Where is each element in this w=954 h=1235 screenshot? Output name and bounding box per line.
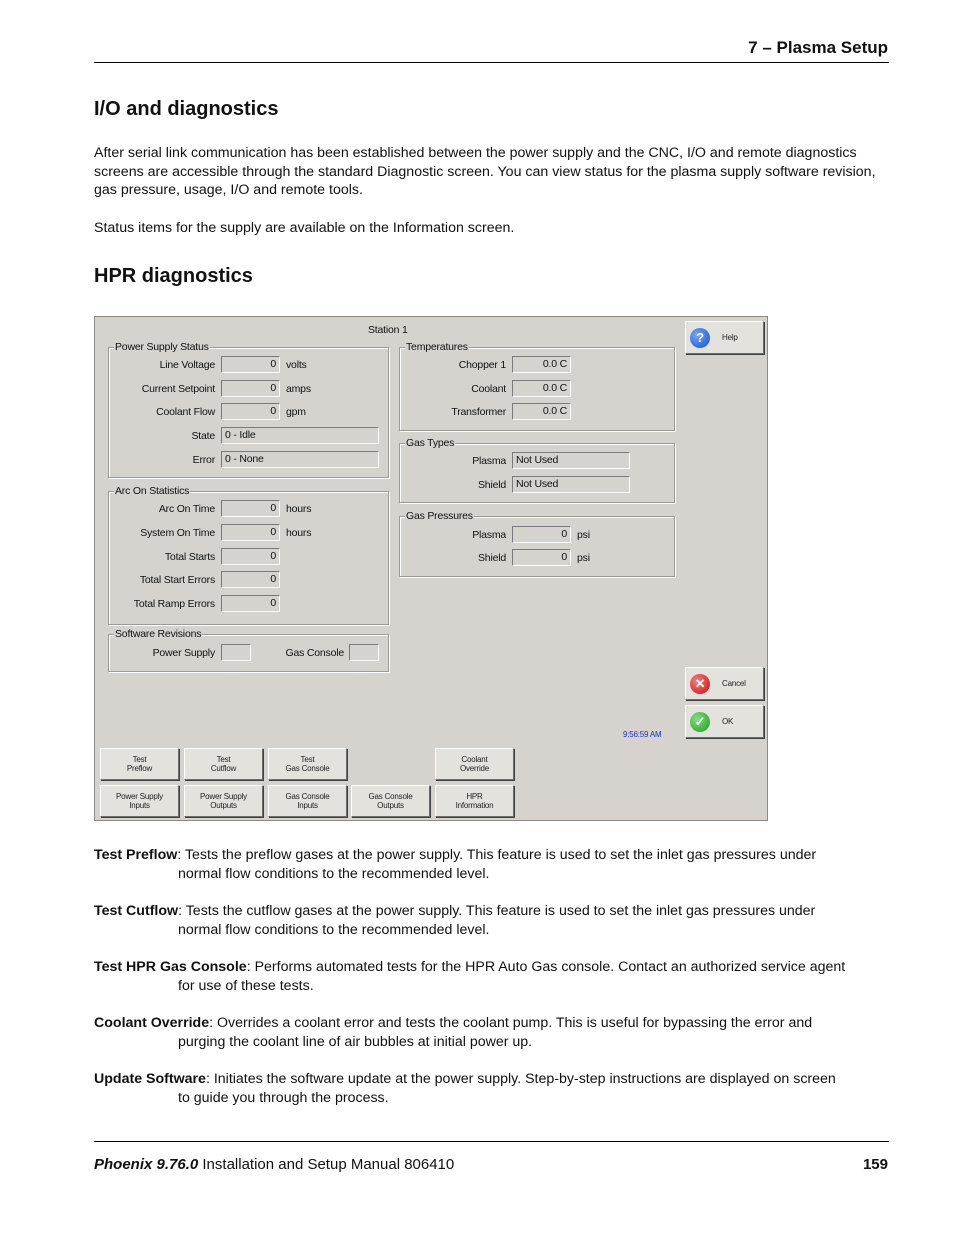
page-number: 159 <box>862 1156 888 1173</box>
btn-line: Inputs <box>129 801 150 810</box>
software-revisions-group <box>108 628 389 672</box>
btn-line: Test <box>216 755 231 764</box>
chopper-field: 0.0 C <box>512 356 571 373</box>
hpr-information-button[interactable] <box>435 785 514 817</box>
arc-on-time-unit: hours <box>286 503 312 515</box>
cancel-button-label: Cancel <box>722 679 746 688</box>
system-on-time-field: 0 <box>221 524 280 541</box>
test-gas-console-button[interactable] <box>268 748 347 780</box>
gas-console-revision-label: Gas Console <box>285 647 344 659</box>
btn-line: Power Supply <box>200 792 247 801</box>
gas-pressure-plasma-label: Plasma <box>472 529 506 541</box>
power-supply-inputs-button[interactable] <box>100 785 179 817</box>
test-preflow-button[interactable] <box>100 748 179 780</box>
desc-term: Test Preflow <box>94 847 178 863</box>
coolant-flow-unit: gpm <box>286 406 306 418</box>
coolant-flow-field: 0 <box>221 403 280 420</box>
gas-console-outputs-button[interactable] <box>351 785 430 817</box>
io-paragraph-1: After serial link communication has been established between the power supply and the CNC, I/O and remote diagnostics screens are accessible through the standard Diagnostic screen. You can view status for the plasma supply software revision, gas pressure, usage, I/O and remote tools. <box>94 145 876 199</box>
group-title: Power Supply Status <box>115 341 209 353</box>
btn-line: Gas Console <box>285 764 330 773</box>
coolant-flow-label: Coolant Flow <box>156 406 215 418</box>
desc-text: : Performs automated tests for the HPR Auto Gas console. Contact an authorized service agent <box>246 959 846 975</box>
gas-console-inputs-button[interactable] <box>268 785 347 817</box>
desc-continuation: for use of these tests. <box>178 977 314 994</box>
chopper-label: Chopper 1 <box>458 359 506 371</box>
cancel-icon: ✕ <box>690 674 710 694</box>
power-supply-status-group <box>108 341 389 478</box>
gas-pressures-group <box>399 510 675 577</box>
coolant-temp-field: 0.0 C <box>512 380 571 397</box>
btn-line: Test <box>300 755 315 764</box>
transformer-label: Transformer <box>451 406 506 418</box>
total-starts-label: Total Starts <box>164 551 215 563</box>
state-field: 0 - Idle <box>221 427 379 444</box>
desc-text: : Tests the preflow gases at the power supply. This feature is used to set the inlet gas pressures under <box>177 847 817 863</box>
section-header: 7 – Plasma Setup <box>748 38 888 57</box>
line-voltage-field: 0 <box>221 356 280 373</box>
gas-console-revision-field <box>349 644 379 661</box>
desc-update-software <box>94 1070 894 1107</box>
group-title: Software Revisions <box>115 628 202 640</box>
gas-type-shield-field: Not Used <box>512 476 630 493</box>
power-supply-revision-label: Power Supply <box>152 647 215 659</box>
io-heading: I/O and diagnostics <box>94 98 279 120</box>
btn-line: Power Supply <box>116 792 163 801</box>
btn-line: Gas Console <box>368 792 413 801</box>
btn-line: HPR <box>466 792 483 801</box>
station-title: Station 1 <box>368 324 408 336</box>
ok-button-label: OK <box>722 717 734 726</box>
desc-term: Test Cutflow <box>94 903 179 919</box>
gas-type-plasma-label: Plasma <box>472 455 506 467</box>
gas-type-plasma-field: Not Used <box>512 452 630 469</box>
desc-term: Test HPR Gas Console <box>94 959 247 975</box>
line-voltage-unit: volts <box>286 359 307 371</box>
group-title: Arc On Statistics <box>115 485 190 497</box>
coolant-temp-label: Coolant <box>471 383 506 395</box>
desc-term: Coolant Override <box>94 1015 210 1031</box>
group-title: Gas Types <box>406 437 455 449</box>
group-title: Temperatures <box>406 341 468 353</box>
arc-on-time-label: Arc On Time <box>158 503 215 515</box>
desc-text: : Overrides a coolant error and tests the coolant pump. This is useful for bypassing the error and <box>209 1015 813 1031</box>
state-label: State <box>191 430 215 442</box>
help-button[interactable] <box>685 321 764 354</box>
power-supply-revision-field <box>221 644 251 661</box>
btn-line: Test <box>132 755 147 764</box>
current-setpoint-unit: amps <box>286 383 311 395</box>
desc-continuation: purging the coolant line of air bubbles at initial power up. <box>178 1033 533 1050</box>
btn-line: Outputs <box>210 801 237 810</box>
btn-line: Override <box>459 764 490 773</box>
footer-rule <box>94 1141 889 1142</box>
gas-pressure-shield-unit: psi <box>577 552 590 564</box>
power-supply-outputs-button[interactable] <box>184 785 263 817</box>
total-ramp-errors-label: Total Ramp Errors <box>133 598 215 610</box>
btn-line: Gas Console <box>285 792 330 801</box>
current-setpoint-label: Current Setpoint <box>141 383 215 395</box>
gas-type-shield-label: Shield <box>478 479 506 491</box>
btn-line: Cutflow <box>210 764 237 773</box>
total-ramp-errors-field: 0 <box>221 595 280 612</box>
header-rule <box>94 62 889 63</box>
desc-continuation: normal flow conditions to the recommended level. <box>178 921 490 938</box>
total-start-errors-field: 0 <box>221 571 280 588</box>
line-voltage-label: Line Voltage <box>159 359 215 371</box>
ok-button[interactable] <box>685 705 764 738</box>
btn-line: Coolant <box>461 755 488 764</box>
arc-on-statistics-group <box>108 485 389 625</box>
test-cutflow-button[interactable] <box>184 748 263 780</box>
gas-types-group <box>399 437 675 503</box>
transformer-field: 0.0 C <box>512 403 571 420</box>
ok-check-icon: ✓ <box>690 712 710 732</box>
product-name: Phoenix 9.76.0 <box>94 1156 199 1173</box>
desc-text: : Tests the cutflow gases at the power supply. This feature is used to set the inlet gas pressures under <box>178 903 816 919</box>
group-title: Gas Pressures <box>406 510 473 522</box>
current-setpoint-field: 0 <box>221 380 280 397</box>
total-start-errors-label: Total Start Errors <box>139 574 215 586</box>
btn-line: Preflow <box>126 764 153 773</box>
clock-readout: 9:56:59 AM <box>623 730 662 739</box>
error-field: 0 - None <box>221 451 379 468</box>
desc-text: : Initiates the software update at the power supply. Step-by-step instructions are displayed on screen <box>205 1071 836 1087</box>
gas-pressure-shield-field: 0 <box>512 549 571 566</box>
temperatures-group <box>399 341 675 431</box>
gas-pressure-plasma-unit: psi <box>577 529 590 541</box>
arc-on-time-field: 0 <box>221 500 280 517</box>
system-on-time-label: System On Time <box>140 527 215 539</box>
desc-term: Update Software <box>94 1071 206 1087</box>
hpr-heading: HPR diagnostics <box>94 265 253 287</box>
cancel-button[interactable] <box>685 667 764 700</box>
desc-continuation: normal flow conditions to the recommended level. <box>178 865 490 882</box>
desc-test-preflow <box>94 846 894 883</box>
footer-title <box>94 1156 454 1173</box>
hpr-diagnostics-screen <box>94 316 768 821</box>
coolant-override-button[interactable] <box>435 748 514 780</box>
error-label: Error <box>192 454 215 466</box>
help-button-label: Help <box>722 333 738 342</box>
io-paragraph-2: Status items for the supply are available on the Information screen. <box>94 220 515 236</box>
btn-line: Inputs <box>297 801 318 810</box>
total-starts-field: 0 <box>221 548 280 565</box>
desc-coolant-override <box>94 1014 894 1051</box>
help-icon: ? <box>690 328 710 348</box>
desc-continuation: to guide you through the process. <box>178 1089 389 1106</box>
gas-pressure-shield-label: Shield <box>478 552 506 564</box>
desc-test-hpr-gas-console <box>94 958 894 995</box>
desc-test-cutflow <box>94 902 894 939</box>
system-on-time-unit: hours <box>286 527 312 539</box>
manual-name: Installation and Setup Manual 806410 <box>198 1156 455 1173</box>
gas-pressure-plasma-field: 0 <box>512 526 571 543</box>
btn-line: Outputs <box>377 801 404 810</box>
btn-line: Information <box>455 801 494 810</box>
